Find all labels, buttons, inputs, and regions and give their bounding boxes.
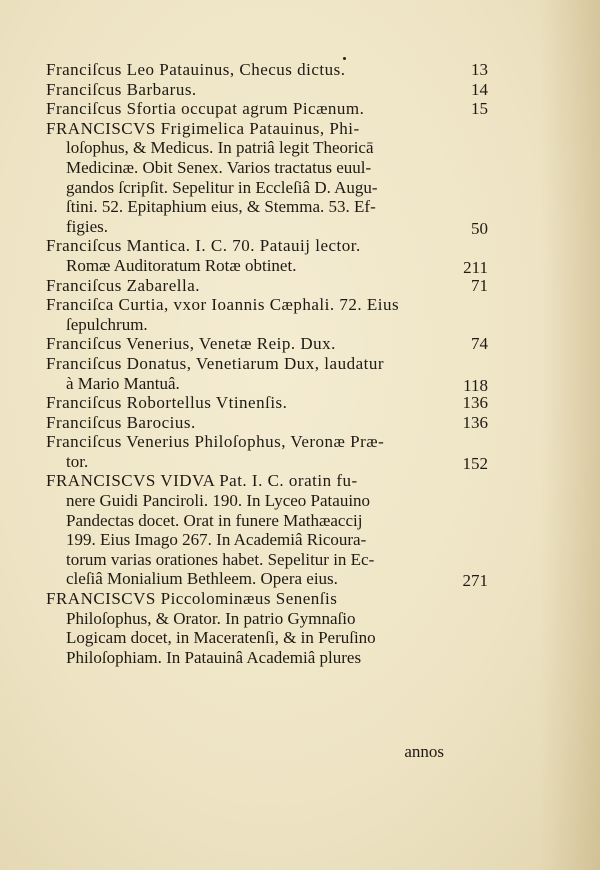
index-entry bbox=[46, 393, 488, 413]
page-reference: 50 bbox=[471, 218, 488, 238]
index-entry bbox=[46, 118, 488, 238]
entry-continuation-line: ſepulchrum. bbox=[66, 314, 148, 334]
entry-continuation-line: cleſiâ Monialium Bethleem. Opera eius. bbox=[66, 569, 338, 589]
index-entry bbox=[46, 79, 488, 100]
catchword: annos bbox=[404, 742, 444, 761]
index-entries bbox=[46, 60, 488, 667]
entry-heading-line: FRANCISCVS Piccolominæus Senenſis bbox=[46, 589, 338, 609]
entry-heading-line: Franciſcus Sfortia occupat agrum Picænum. bbox=[46, 99, 365, 119]
page-reference: 136 bbox=[462, 412, 488, 432]
entry-continuation-line: Pandectas docet. Orat in funere Mathæaccij bbox=[66, 510, 363, 530]
entry-continuation-line: torum varias orationes habet. Sepelitur in Ec- bbox=[66, 549, 375, 569]
entry-heading-line: Franciſcus Mantica. I. C. 70. Patauij lector. bbox=[46, 236, 361, 256]
entry-heading-line: FRANCISCVS Frigimelica Patauinus, Phi- bbox=[46, 118, 360, 138]
entry-heading-line: Franciſcus Venerius Philoſophus, Veronæ Præ- bbox=[46, 432, 385, 452]
index-entry bbox=[46, 275, 488, 296]
entry-heading-line: Franciſca Curtia, vxor Ioannis Cæphali. 72. Eius bbox=[46, 295, 400, 315]
entry-heading-line: Franciſcus Venerius, Venetæ Reip. Dux. bbox=[46, 334, 336, 354]
page-reference: 152 bbox=[462, 453, 488, 473]
page-reference: 118 bbox=[463, 375, 488, 395]
entry-continuation-line: ſtini. 52. Epitaphium eius, & Stemma. 53. Ef- bbox=[66, 197, 376, 217]
page-reference: 14 bbox=[471, 79, 488, 99]
page-reference: 15 bbox=[471, 99, 488, 119]
entry-heading-line: Franciſcus Zabarella. bbox=[46, 275, 200, 295]
index-entry bbox=[46, 334, 488, 354]
entry-heading-line: Franciſcus Robortellus Vtinenſis. bbox=[46, 393, 288, 413]
entry-continuation-line: Medicinæ. Obit Senex. Varios tractatus euul- bbox=[66, 157, 372, 177]
entry-continuation-line: nere Guidi Panciroli. 190. In Lyceo Patauino bbox=[66, 491, 371, 511]
index-entry bbox=[46, 99, 488, 119]
entry-continuation-line: Philoſophiam. In Patauinâ Academiâ plures bbox=[66, 647, 362, 667]
page-reference: 13 bbox=[471, 60, 488, 79]
index-entry bbox=[46, 353, 488, 395]
entry-continuation-line: loſophus, & Medicus. In patriâ legit Theoricā bbox=[66, 138, 374, 158]
index-entry bbox=[46, 295, 476, 334]
entry-continuation-line: Philoſophus, & Orator. In patrio Gymnaſio bbox=[66, 608, 356, 628]
page-reference: 71 bbox=[471, 275, 488, 295]
entry-heading-line: Franciſcus Barbarus. bbox=[46, 79, 197, 99]
index-entry bbox=[46, 471, 488, 591]
entry-continuation-line: 199. Eius Imago 267. In Academiâ Ricoura- bbox=[66, 530, 367, 550]
page-reference: 271 bbox=[462, 571, 488, 591]
entry-heading-line: Franciſcus Leo Patauinus, Checus dictus. bbox=[46, 60, 346, 79]
index-entry bbox=[46, 236, 488, 277]
index-entry bbox=[46, 412, 488, 433]
entry-continuation-line: tor. bbox=[66, 451, 89, 471]
page-reference: 74 bbox=[471, 334, 488, 354]
entry-heading-line: Franciſcus Donatus, Venetiarum Dux, laudatur bbox=[46, 353, 385, 373]
page-reference: 211 bbox=[463, 257, 488, 277]
entry-continuation-line: Romæ Auditoratum Rotæ obtinet. bbox=[66, 255, 297, 275]
index-entry bbox=[46, 60, 488, 80]
entry-continuation-line: gandos ſcripſit. Sepelitur in Eccleſiâ D. Augu- bbox=[66, 177, 378, 197]
index-entry bbox=[46, 432, 488, 473]
entry-continuation-line: Logicam docet, in Maceratenſi, & in Peruſino bbox=[66, 628, 376, 648]
entry-continuation-line: à Mario Mantuâ. bbox=[66, 373, 180, 393]
entry-heading-line: FRANCISCVS VIDVA Pat. I. C. oratin fu- bbox=[46, 471, 358, 491]
entry-continuation-line: figies. bbox=[66, 216, 109, 236]
index-entry bbox=[46, 589, 476, 667]
entry-heading-line: Franciſcus Barocius. bbox=[46, 412, 196, 432]
page-reference: 136 bbox=[462, 393, 488, 413]
